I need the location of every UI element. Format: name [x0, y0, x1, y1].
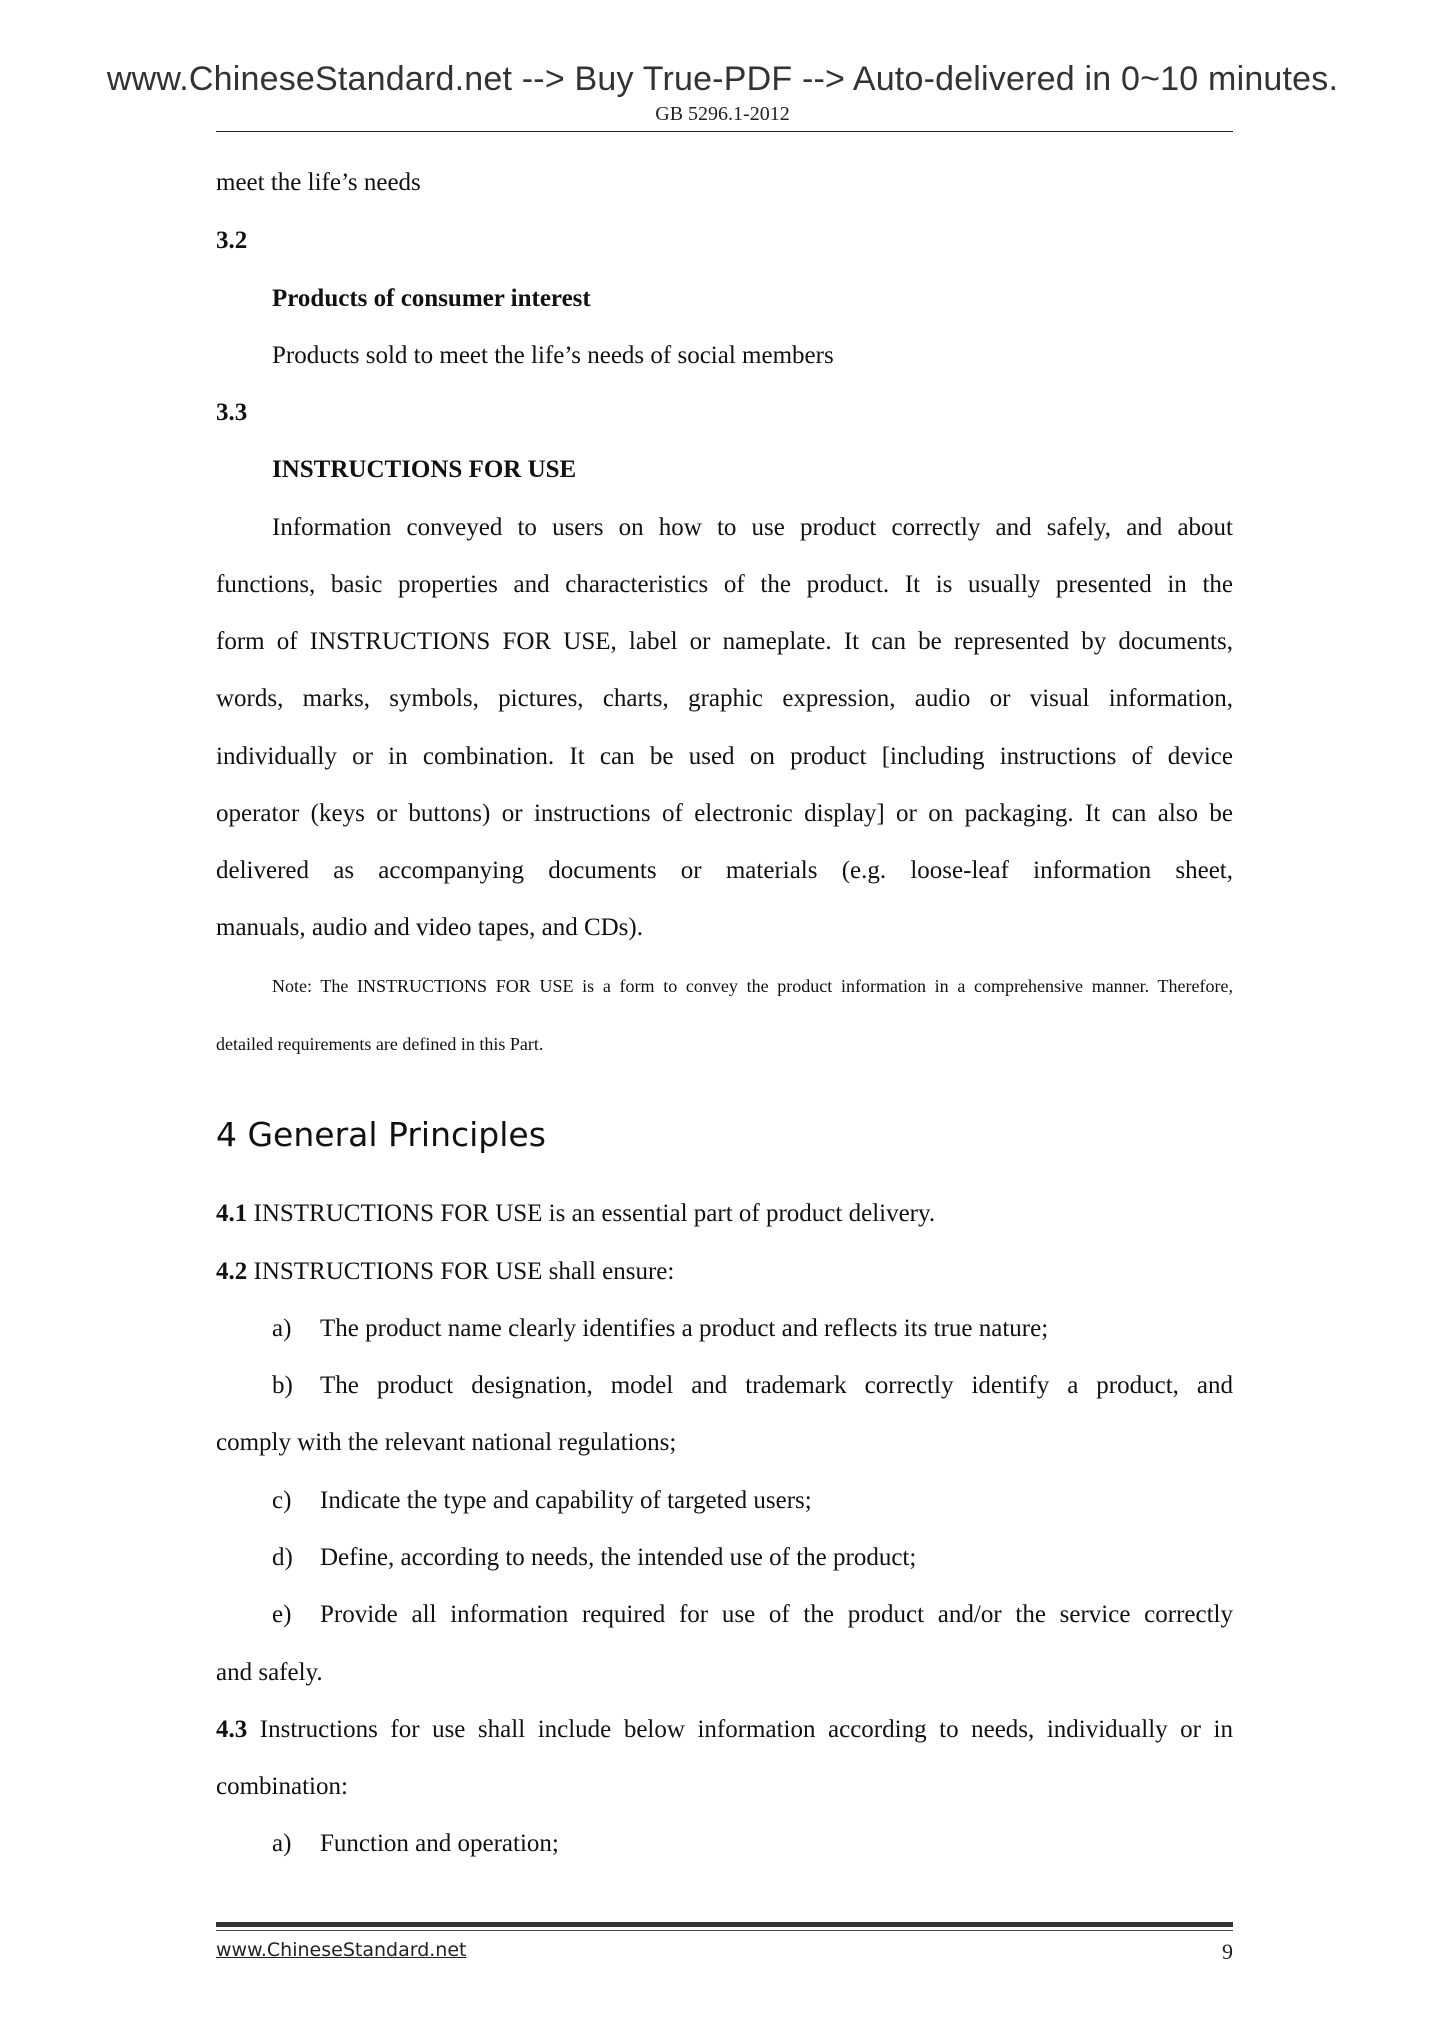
clause-text: INSTRUCTIONS FOR USE shall ensure: [247, 1258, 675, 1285]
list-marker: e) [272, 1601, 292, 1628]
list-marker: a) [272, 1830, 292, 1857]
clause-continuation: combination: [216, 1773, 348, 1800]
clause-number: 4.3 [216, 1716, 248, 1743]
term-products-of-consumer-interest: Products of consumer interest [272, 285, 591, 312]
definition-3-2: Products sold to meet the life’s needs of social members [272, 342, 834, 369]
list-text: Define, according to needs, the intended use of the product; [320, 1544, 917, 1571]
list-text: The product name clearly identifies a product and reflects its true nature; [320, 1315, 1049, 1342]
clause-text: INSTRUCTIONS FOR USE is an essential part of product delivery. [247, 1200, 936, 1227]
footer-website-link[interactable]: www.ChineseStandard.net [216, 1939, 467, 1961]
list-marker: b) [272, 1372, 293, 1399]
clause-4-1 [216, 1199, 935, 1229]
definition-3-3-line: manuals, audio and video tapes, and CDs). [216, 914, 643, 941]
clause-4-3 [216, 1715, 1233, 1745]
definition-3-3-line: Information conveyed to users on how to use product correctly and safely, and about [272, 514, 1233, 541]
definition-3-3-line: operator (keys or buttons) or instructions of electronic display] or on packaging. It can also be [216, 800, 1233, 827]
definition-3-3-line: delivered as accompanying documents or materials (e.g. loose-leaf information sheet, [216, 857, 1233, 884]
list-text: Provide all information required for use of the product and/or the service correctly [320, 1601, 1233, 1628]
list-text: The product designation, model and trademark correctly identify a product, and [320, 1372, 1233, 1399]
list-marker: c) [272, 1487, 292, 1514]
footer-divider [216, 1922, 1233, 1927]
list-text: Indicate the type and capability of targeted users; [320, 1487, 812, 1514]
list-continuation: and safely. [216, 1659, 323, 1686]
footer-divider-thin [216, 1930, 1233, 1931]
list-item [272, 1486, 812, 1516]
note-line: detailed requirements are defined in this Part. [216, 1034, 544, 1054]
clause-number: 4.2 [216, 1258, 248, 1285]
clause-text: Instructions for use shall include below information according to needs, individually or in [247, 1716, 1233, 1743]
list-item [272, 1600, 1233, 1630]
list-item [272, 1314, 1048, 1344]
list-item [272, 1371, 1233, 1401]
list-continuation: comply with the relevant national regulations; [216, 1429, 677, 1456]
definition-3-3-line: words, marks, symbols, pictures, charts, graphic expression, audio or visual information, [216, 685, 1233, 712]
list-text: Function and operation; [320, 1830, 559, 1857]
clause-number-3-2: 3.2 [216, 227, 248, 254]
header-divider [216, 131, 1233, 132]
list-marker: d) [272, 1544, 293, 1571]
definition-3-3-line: functions, basic properties and characteristics of the product. It is usually presented in the [216, 571, 1233, 598]
definition-3-3-line: individually or in combination. It can be used on product [including instructions of device [216, 743, 1233, 770]
note-line: Note: The INSTRUCTIONS FOR USE is a form to convey the product information in a comprehensive manner. Therefore, [272, 976, 1233, 996]
section-heading-general-principles: 4 General Principles [216, 1115, 546, 1154]
page-number: 9 [1222, 1939, 1233, 1964]
list-item [272, 1543, 916, 1573]
top-banner[interactable]: www.ChineseStandard.net --> Buy True-PDF --> Auto-delivered in 0~10 minutes. [106, 60, 1339, 98]
clause-number: 4.1 [216, 1200, 248, 1227]
definition-3-3-line: form of INSTRUCTIONS FOR USE, label or nameplate. It can be represented by documents, [216, 628, 1233, 655]
list-item [272, 1829, 559, 1859]
list-marker: a) [272, 1315, 292, 1342]
continuation-line: meet the life’s needs [216, 169, 421, 196]
clause-number-3-3: 3.3 [216, 399, 248, 426]
clause-4-2 [216, 1257, 674, 1287]
term-instructions-for-use: INSTRUCTIONS FOR USE [272, 456, 577, 483]
document-code: GB 5296.1-2012 [655, 103, 790, 125]
